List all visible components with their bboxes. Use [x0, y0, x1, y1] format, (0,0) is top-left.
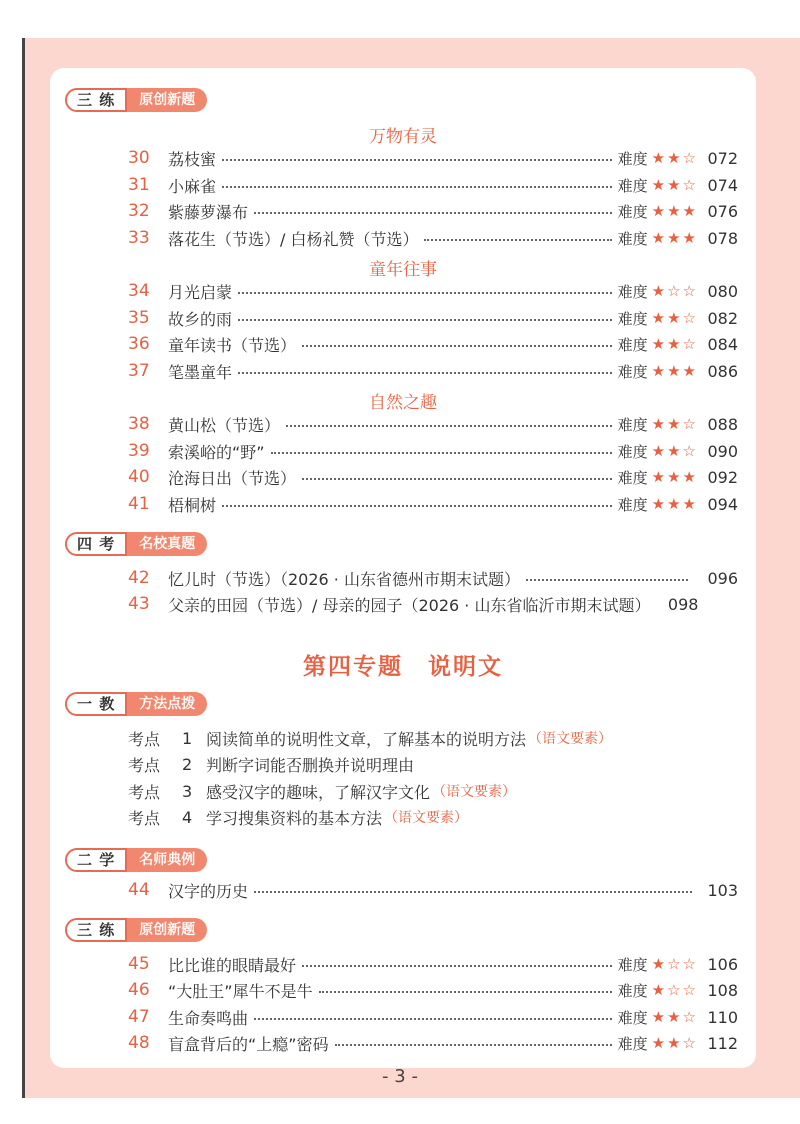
kaodian-row [128, 725, 612, 751]
item-title: 小麻雀 [168, 176, 217, 196]
item-title: 父亲的田园（节选）/ 母亲的园子（2026 · 山东省临沂市期末试题） [168, 595, 651, 615]
dot-leader [238, 319, 612, 321]
dot-leader [222, 186, 612, 188]
item-page: 078 [707, 228, 738, 248]
item-title: 童年读书（节选） [168, 335, 297, 355]
dot-leader [424, 239, 611, 241]
dot-leader [286, 425, 612, 427]
kaodian-row [128, 751, 416, 777]
toc-row[interactable] [128, 278, 738, 304]
difficulty-label: 难度 [617, 955, 648, 974]
difficulty-label: 难度 [617, 335, 648, 354]
difficulty-stars: ★☆☆ [651, 981, 698, 999]
dot-leader [254, 1018, 612, 1020]
difficulty-label: 难度 [617, 495, 648, 514]
difficulty-stars: ★★★ [651, 468, 698, 486]
item-number: 40 [128, 467, 150, 487]
badge-tag: 名师典例 [127, 848, 207, 872]
difficulty-label: 难度 [617, 149, 648, 168]
toc-row[interactable] [128, 464, 738, 490]
toc-row[interactable] [128, 1030, 738, 1056]
item-number: 32 [128, 201, 150, 221]
item-page: 098 [667, 594, 699, 614]
item-page: 082 [707, 308, 738, 328]
kaodian-label: 考点 [128, 729, 161, 749]
difficulty-stars: ★★☆ [651, 335, 698, 353]
item-title: 梧桐树 [168, 495, 217, 515]
topic-title: 第四专题 说明文 [303, 654, 503, 680]
item-number: 42 [128, 568, 150, 588]
item-title: “大肚王”犀牛不是牛 [168, 981, 313, 1001]
kaodian-number: 4 [182, 807, 193, 827]
item-page: 084 [707, 334, 738, 354]
item-number: 34 [128, 281, 150, 301]
section-badge-teach [65, 692, 207, 716]
badge-label: 一 教 [65, 692, 127, 716]
toc-row[interactable] [128, 358, 738, 384]
item-page: 108 [707, 980, 738, 1000]
kaodian-row [128, 804, 468, 830]
group-title: 童年往事 [369, 260, 437, 280]
page-left-margin [0, 0, 22, 1124]
item-number: 43 [128, 594, 150, 614]
kaodian-text: 阅读简单的说明性文章，了解基本的说明方法 [206, 729, 527, 749]
kaodian-text: 感受汉字的趣味，了解汉字文化 [206, 782, 431, 802]
item-page: 076 [707, 201, 738, 221]
item-page: 094 [707, 494, 738, 514]
item-title: 索溪峪的“野” [168, 442, 265, 462]
item-number: 41 [128, 494, 150, 514]
dot-leader [254, 212, 612, 214]
item-page: 086 [707, 361, 738, 381]
toc-row[interactable] [128, 591, 738, 617]
difficulty-label: 难度 [617, 282, 648, 301]
difficulty-stars: ★★★ [651, 495, 698, 513]
toc-row[interactable] [128, 331, 738, 357]
toc-row[interactable] [128, 491, 738, 517]
dot-leader [302, 478, 612, 480]
item-title: 荔枝蜜 [168, 149, 217, 169]
toc-row[interactable] [128, 172, 738, 198]
badge-tag: 原创新题 [127, 918, 207, 942]
badge-tag: 方法点拨 [127, 692, 207, 716]
section-badge-practice [65, 88, 207, 112]
item-title: 生命奏鸣曲 [168, 1008, 249, 1028]
difficulty-stars: ★★★ [651, 202, 698, 220]
difficulty-stars: ★★★ [651, 229, 698, 247]
badge-label: 三 练 [65, 918, 127, 942]
item-page: 110 [707, 1007, 738, 1027]
item-number: 39 [128, 441, 150, 461]
badge-label: 二 学 [65, 848, 127, 872]
item-title: 故乡的雨 [168, 309, 233, 329]
item-title: 忆儿时（节选）（2026 · 山东省德州市期末试题） [168, 569, 520, 589]
difficulty-label: 难度 [617, 229, 648, 248]
difficulty-label: 难度 [617, 202, 648, 221]
item-title: 比比谁的眼睛最好 [168, 955, 297, 975]
item-number: 35 [128, 308, 150, 328]
dot-leader [526, 579, 688, 581]
item-page: 088 [707, 414, 738, 434]
kaodian-text: 判断字词能否删换并说明理由 [206, 755, 415, 775]
item-title: 沧海日出（节选） [168, 468, 297, 488]
item-number: 30 [128, 148, 150, 168]
group-title: 自然之趣 [369, 393, 437, 413]
item-title: 月光启蒙 [168, 282, 233, 302]
page-number: - 3 - [382, 1066, 418, 1087]
item-title: 紫藤萝瀑布 [168, 202, 249, 222]
difficulty-stars: ★★☆ [651, 1034, 698, 1052]
item-title: 落花生（节选）/ 白杨礼赞（节选） [168, 229, 419, 249]
item-page: 112 [707, 1033, 738, 1053]
item-page: 096 [707, 568, 738, 588]
difficulty-label: 难度 [617, 176, 648, 195]
page-top-margin [0, 0, 800, 38]
dot-leader [335, 1044, 612, 1046]
toc-row[interactable] [128, 1004, 738, 1030]
dot-leader [319, 991, 612, 993]
difficulty-stars: ★☆☆ [651, 955, 698, 973]
kaodian-number: 2 [182, 754, 193, 774]
section-badge-exam [65, 532, 207, 556]
dot-leader [302, 965, 612, 967]
difficulty-stars: ★★☆ [651, 176, 698, 194]
item-number: 38 [128, 414, 150, 434]
badge-label: 三 练 [65, 88, 127, 112]
item-number: 36 [128, 334, 150, 354]
kaodian-tag: （语文要素） [384, 810, 469, 826]
item-page: 106 [707, 954, 738, 974]
item-page: 074 [707, 175, 738, 195]
item-number: 44 [128, 880, 150, 900]
toc-row[interactable] [128, 438, 738, 464]
kaodian-number: 1 [182, 728, 193, 748]
item-number: 33 [128, 228, 150, 248]
difficulty-stars: ★★☆ [651, 442, 698, 460]
difficulty-stars: ★☆☆ [651, 282, 698, 300]
toc-row[interactable] [128, 951, 738, 977]
difficulty-label: 难度 [617, 468, 648, 487]
toc-row[interactable] [128, 225, 738, 251]
section-badge-learn [65, 848, 207, 872]
item-title: 黄山松（节选） [168, 415, 281, 435]
group-title: 万物有灵 [369, 127, 437, 147]
section-badge-practice-2 [65, 918, 207, 942]
difficulty-stars: ★★☆ [651, 309, 698, 327]
toc-row[interactable] [128, 565, 738, 591]
kaodian-label: 考点 [128, 808, 161, 828]
item-number: 45 [128, 954, 150, 974]
difficulty-stars: ★★★ [651, 362, 698, 380]
toc-row[interactable] [128, 145, 738, 171]
toc-row[interactable] [128, 305, 738, 331]
difficulty-label: 难度 [617, 309, 648, 328]
difficulty-label: 难度 [617, 1034, 648, 1053]
item-number: 46 [128, 980, 150, 1000]
difficulty-label: 难度 [617, 981, 648, 1000]
item-page: 072 [707, 148, 738, 168]
difficulty-label: 难度 [617, 362, 648, 381]
dot-leader [238, 292, 612, 294]
kaodian-label: 考点 [128, 755, 161, 775]
item-title: 汉字的历史 [168, 881, 249, 901]
difficulty-stars: ★★☆ [651, 1008, 698, 1026]
item-page: 080 [707, 281, 738, 301]
dot-leader [254, 891, 692, 893]
page-bottom-margin [0, 1098, 800, 1124]
item-title: 盲盒背后的“上瘾”密码 [168, 1034, 329, 1054]
kaodian-label: 考点 [128, 782, 161, 802]
item-number: 48 [128, 1033, 150, 1053]
toc-row[interactable] [128, 977, 738, 1003]
kaodian-row [128, 778, 516, 804]
difficulty-label: 难度 [617, 1008, 648, 1027]
badge-tag: 名校真题 [127, 532, 207, 556]
badge-label: 四 考 [65, 532, 127, 556]
difficulty-stars: ★★☆ [651, 149, 698, 167]
toc-row[interactable] [128, 877, 738, 903]
item-number: 37 [128, 361, 150, 381]
difficulty-label: 难度 [617, 442, 648, 461]
difficulty-stars: ★★☆ [651, 415, 698, 433]
toc-row[interactable] [128, 411, 738, 437]
kaodian-tag: （语文要素） [528, 731, 613, 747]
difficulty-label: 难度 [617, 415, 648, 434]
dot-leader [302, 345, 612, 347]
item-number: 31 [128, 175, 150, 195]
dot-leader [238, 372, 612, 374]
item-page: 090 [707, 441, 738, 461]
item-number: 47 [128, 1007, 150, 1027]
item-page: 092 [707, 467, 738, 487]
item-title: 笔墨童年 [168, 362, 233, 382]
toc-row[interactable] [128, 198, 738, 224]
badge-tag: 原创新题 [127, 88, 207, 112]
dot-leader [222, 505, 612, 507]
dot-leader [271, 452, 612, 454]
kaodian-text: 学习搜集资料的基本方法 [206, 808, 383, 828]
binding-spine [22, 38, 25, 1098]
dot-leader [222, 159, 612, 161]
kaodian-number: 3 [182, 781, 193, 801]
item-page: 103 [707, 880, 738, 900]
kaodian-tag: （语文要素） [432, 784, 517, 800]
